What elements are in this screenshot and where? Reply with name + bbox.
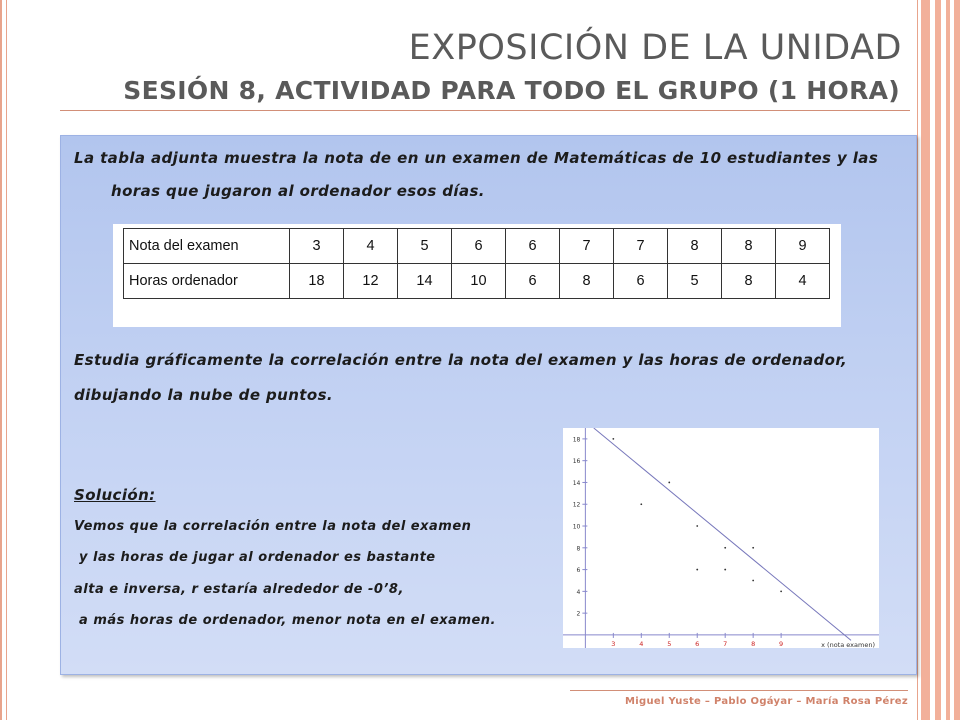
data-table: [123, 228, 830, 299]
data-point: [696, 569, 698, 571]
table-cell: 6: [506, 229, 560, 264]
table-cell: 7: [614, 229, 668, 264]
table-row: [124, 264, 830, 299]
intro-line-1: La tabla adjunta muestra la nota de en un examen de Matemáticas de 10 estudiantes y las: [74, 149, 879, 167]
footer-authors: Miguel Yuste – Pablo Ogáyar – María Rosa Pérez: [625, 696, 908, 707]
data-point: [752, 580, 754, 582]
data-point: [696, 525, 698, 527]
x-tick-label: 8: [751, 639, 756, 648]
y-tick-label: 16: [572, 458, 581, 466]
slide-subtitle: SESIÓN 8, ACTIVIDAD PARA TODO EL GRUPO (1 HORA): [123, 76, 900, 105]
intro-line-2: horas que jugaron al ordenador esos días.: [111, 182, 485, 200]
table-cell: 12: [344, 264, 398, 299]
table-cell: 14: [398, 264, 452, 299]
table-cell: 8: [560, 264, 614, 299]
data-point: [612, 438, 614, 440]
table-cell: 5: [398, 229, 452, 264]
solution-line: y las horas de jugar al ordenador es bastante: [74, 550, 436, 565]
study-line-2: dibujando la nube de puntos.: [74, 386, 334, 404]
y-tick-label: 12: [572, 501, 581, 509]
solution-line: Vemos que la correlación entre la nota del examen: [74, 519, 472, 534]
data-table-container: [113, 224, 841, 327]
y-tick-label: 4: [576, 588, 581, 596]
x-tick-label: 9: [779, 639, 784, 648]
content-panel: [60, 135, 917, 675]
study-line-1: Estudia gráficamente la correlación entre la nota del examen y las horas de ordenador,: [74, 351, 848, 369]
title-divider: [60, 110, 910, 111]
table-cell: 6: [452, 229, 506, 264]
table-cell: 5: [668, 264, 722, 299]
x-axis-label: x (nota examen): [821, 640, 875, 648]
data-point: [780, 590, 782, 592]
footer-divider: [570, 690, 908, 691]
data-point: [668, 482, 670, 484]
table-cell: 6: [614, 264, 668, 299]
data-point: [752, 547, 754, 549]
y-tick-label: 8: [576, 545, 581, 553]
table-cell: 3: [290, 229, 344, 264]
solution-label: Solución:: [74, 486, 156, 504]
data-point: [724, 569, 726, 571]
x-tick-label: 6: [695, 639, 700, 648]
table-row: [124, 229, 830, 264]
table-cell: 7: [560, 229, 614, 264]
y-tick-label: 10: [572, 523, 581, 531]
table-cell: 10: [452, 264, 506, 299]
x-tick-label: 7: [723, 639, 728, 648]
table-cell: 8: [722, 229, 776, 264]
y-tick-label: 14: [572, 479, 581, 487]
y-tick-label: 6: [576, 567, 581, 575]
scatter-chart-svg: [563, 428, 879, 648]
decorative-side-bars: [921, 0, 960, 720]
table-cell: 8: [722, 264, 776, 299]
slide-title: EXPOSICIÓN DE LA UNIDAD: [408, 28, 902, 68]
table-cell: 4: [344, 229, 398, 264]
y-tick-label: 18: [572, 436, 581, 444]
table-cell: 8: [668, 229, 722, 264]
table-cell: 4: [776, 264, 830, 299]
table-cell: 9: [776, 229, 830, 264]
solution-line: alta e inversa, r estaría alrededor de -0’8,: [74, 582, 404, 597]
y-tick-label: 2: [576, 610, 581, 618]
data-point: [724, 547, 726, 549]
row-header: Horas ordenador: [124, 264, 290, 299]
x-tick-label: 3: [611, 639, 616, 648]
x-tick-label: 4: [639, 639, 644, 648]
table-cell: 6: [506, 264, 560, 299]
row-header: Nota del examen: [124, 229, 290, 264]
solution-line: a más horas de ordenador, menor nota en el examen.: [74, 613, 496, 628]
scatter-chart: [563, 428, 879, 648]
trend-line: [594, 428, 851, 640]
table-cell: 18: [290, 264, 344, 299]
data-point: [640, 503, 642, 505]
x-tick-label: 5: [667, 639, 672, 648]
